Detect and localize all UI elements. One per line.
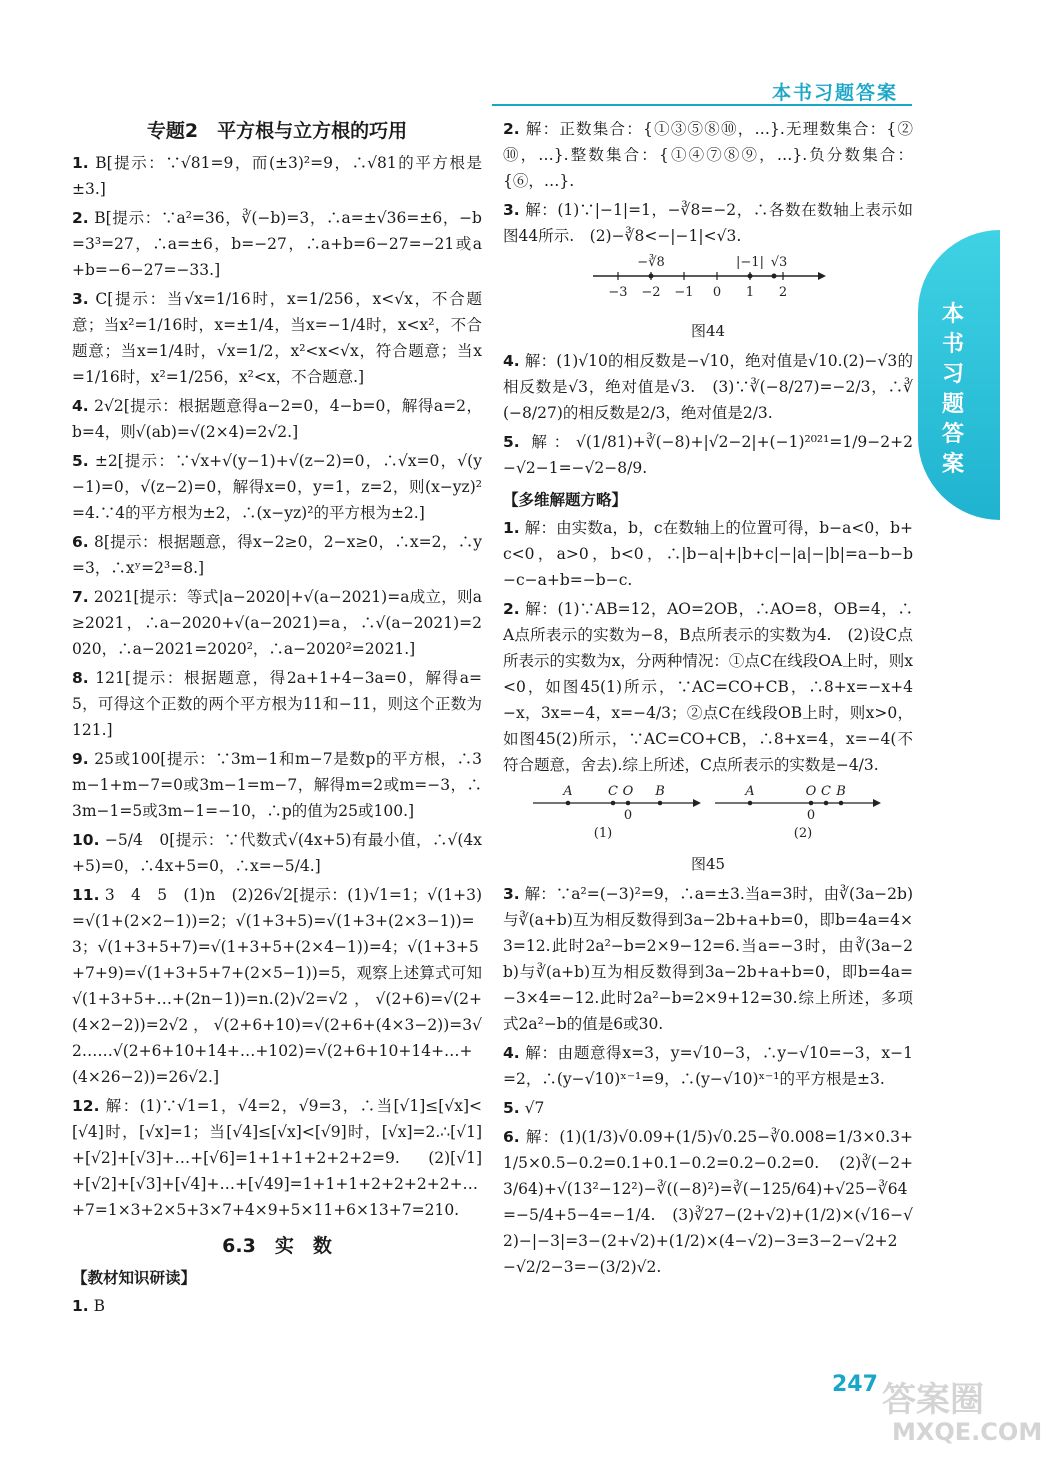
point-o	[809, 801, 814, 806]
list-item: 8. 121[提示：根据题意，得2a+1+4−3a=0，解得a=5，可得这个正数的两个平方根为11和−11，则这个正数为121.]	[72, 669, 482, 739]
list-item: 1. B[提示：∵√81=9，而(±3)²=9，∴√81的平方根是±3.]	[72, 154, 482, 198]
list-item: 1. B	[72, 1297, 106, 1315]
list-item: 2. 解：(1)∵AB=12，AO=2OB，∴AO=8，OB=4，∴A点所表示的实数为−8，B点所表示的实数为4. (2)设C点所表示的实数为x，分两种情况：①点C在线段OA上时，则x<0，如图45(1)所示，∵AC=CO+CB，∴8+x=−x+4−x，3x=−4，x=−4/3；②点C在线段OB上时，则x>0，如图45(2)所示，∵AC=CO+CB，∴8+x=4，x=−4(不符合题意，舍去).综上所述，C点所表示的实数是−4/3.	[503, 600, 913, 774]
point-b	[839, 801, 844, 806]
left-column	[72, 116, 482, 1322]
point-c	[824, 801, 829, 806]
point-label: C	[821, 784, 831, 799]
list-item: 3. 解：(1)∵|−1|=1，−∛8=−2，∴各数在数轴上表示如图44所示. (2)−∛8<−|−1|<√3.	[503, 201, 913, 245]
watermark: 答案圈	[882, 1380, 984, 1420]
list-item: 3. C[提示：当√x=1/16时，x=1/256，x<√x，不合题意；当x²=1/16时，x=±1/4，当x=−1/4时，x<x²，不合题意；当x=1/4时，√x=1/2，x²<x<√x，符合题意；当x=1/16时，x²=1/256，x²<x，不合题意.]	[72, 290, 482, 386]
side-tab-text: 本书习题答案	[941, 302, 964, 477]
tick-label: 1	[745, 285, 755, 300]
list-item: 4. 解：由题意得x=3，y=√10−3，∴y−√10=−3，x−1=2，∴(y−√10)ˣ⁻¹=9，∴(y−√10)ˣ⁻¹的平方根是±3.	[503, 1044, 913, 1088]
tick-label: −2	[641, 285, 661, 300]
figure-caption: 图44	[690, 322, 726, 340]
tick-label: 2	[778, 285, 788, 300]
zero-label: 0	[806, 808, 816, 823]
point-label: A	[745, 784, 755, 799]
point-c	[611, 801, 616, 806]
point-label: O	[622, 784, 634, 799]
point-label: C	[608, 784, 618, 799]
section-title: 专题2 平方根与立方根的巧用	[146, 120, 408, 142]
zero-label: 0	[623, 808, 633, 823]
tick-label: −1	[674, 285, 694, 300]
list-item: 5. ±2[提示：∵√x+√(y−1)+√(z−2)=0，∴√x=0，√(y−1)=0，√(z−2)=0，解得x=0，y=1，z=2，则(x−yz)²=4.∵4的平方根为±2，∴(x−yz)²的平方根为±2.]	[72, 452, 482, 522]
list-item: 2. B[提示：∵a²=36，∛(−b)=3，∴a=±√36=±6，−b=3³=27，∴a=±6，b=−27，∴a+b=6−27=−21或a+b=−6−27=−33.]	[72, 209, 482, 279]
tick-label: 0	[712, 285, 722, 300]
point-label: B	[655, 784, 665, 799]
point-a	[566, 801, 571, 806]
figure-44-number-line	[503, 254, 913, 308]
sub-caption: (1)	[593, 826, 613, 841]
list-item: 5. 解：√(1/81)+∛(−8)+|√2−2|+(−1)²⁰²¹=1/9−2+2−√2−1=−√2−8/9.	[503, 433, 913, 477]
point	[772, 274, 777, 279]
list-item: 7. 2021[提示：等式|a−2020|+√(a−2021)=a成立，则a≥2021，∴a−2020+√(a−2021)=a，∴√(a−2021)=2020，∴a−2021=2020²，∴a−2020²=2021.]	[72, 588, 482, 658]
list-item: 6. 8[提示：根据题意，得x−2≥0，2−x≥0，∴x=2，∴y=3，∴xʸ=2³=8.]	[72, 533, 482, 577]
point-label: √3	[770, 255, 788, 270]
point-o	[626, 801, 631, 806]
figure-caption: 图45	[690, 855, 726, 873]
point-b	[658, 801, 663, 806]
list-item: 1. 解：由实数a，b，c在数轴上的位置可得，b−a<0，b+c<0，a>0，b<0，∴|b−a|+|b+c|−|a|−|b|=a−b−b−c−a+b=−b−c.	[503, 519, 913, 589]
axis-arrow	[818, 272, 826, 280]
list-item: 4. 解：(1)√10的相反数是−√10，绝对值是√10.(2)−√3的相反数是√3，绝对值是√3. (3)∵∛(−8/27)=−2/3，∴∛(−8/27)的相反数是2/3，绝对值是2/3.	[503, 352, 913, 422]
list-item: 11. 3 4 5 (1)n (2)26√2[提示：(1)√1=1；√(1+3)=√(1+(2×2−1))=2；√(1+3+5)=√(1+3+(2×3−1))=3；√(1+3+5+7)=√(1+3+5+(2×4−1))=4；√(1+3+5+7+9)=√(1+3+5+7+(2×5−1))=5，观察上述算式可知√(1+3+5+…+(2n−1))=n.(2)√2=√2，√(2+6)=√(2+(4×2−2))=2√2，√(2+6+10)=√(2+6+(4×3−2))=3√2……√(2+6+10+14+…+102)=√(2+6+10+14+…+(4×26−2))=26√2.]	[72, 886, 482, 1086]
subhead: 【教材知识研读】	[72, 1269, 197, 1287]
list-item: 10. −5/4 0[提示：∵代数式√(4x+5)有最小值，∴√(4x+5)=0，∴4x+5=0，∴x=−5/4.]	[72, 831, 482, 875]
page-number: 247	[832, 1372, 878, 1397]
header-rule	[492, 104, 912, 106]
axis-arrow	[873, 799, 881, 807]
list-item: 6. 解：(1)(1/3)√0.09+(1/5)√0.25−∛0.008=1/3×0.3+1/5×0.5−0.2=0.1+0.1−0.2=0.2−0.2=0. (2)∛(−2+3/64)+√(13²−12²)−∛((−8)²)=∛(−125/64)+√25−∛64=−5/4+5−4=−1/4. (3)∛27−(2+√2)+(1/2)×(√16−√2)−|−3|=3−(2+√2)+(1/2)×(4−√2)−3=3−2−√2+2−√2/2−3=−(3/2)√2.	[503, 1128, 913, 1276]
subhead: 【多维解题方略】	[503, 491, 628, 509]
tick-label: −3	[608, 285, 628, 300]
watermark-url: MXQE.COM	[892, 1418, 1042, 1446]
list-item: 9. 25或100[提示：∵3m−1和m−7是数p的平方根，∴3m−1+m−7=0或3m−1=m−7，解得m=2或m=−3，∴3m−1=5或3m−1=−10，∴p的值为25或100.]	[72, 750, 482, 820]
figure-45-number-lines	[503, 783, 913, 841]
point	[649, 274, 654, 279]
point-a	[748, 801, 753, 806]
right-column	[503, 116, 913, 1283]
point-label: −∛8	[637, 255, 665, 270]
list-item: 3. 解：∵a²=(−3)²=9，∴a=±3.当a=3时，由∛(3a−2b)与∛(a+b)互为相反数得到3a−2b+a+b=0，即b=4a=4×3=12.此时2a²−b=2×9−12=6.当a=−3时，由∛(3a−2b)与∛(a+b)互为相反数得到3a−2b+a+b=0，即b=4a=−3×4=−12.此时2a²−b=2×9+12=30.综上所述，多项式2a²−b的值是6或30.	[503, 885, 913, 1033]
list-item: 4. 2√2[提示：根据题意得a−2=0，4−b=0，解得a=2，b=4，则√(ab)=√(2×4)=2√2.]	[72, 397, 482, 441]
point	[748, 274, 753, 279]
point-label: O	[805, 784, 817, 799]
list-item: 5. √7	[503, 1099, 545, 1117]
axis-arrow	[693, 799, 701, 807]
section-title-6-3: 6.3 实 数	[222, 1235, 332, 1257]
header-label: 本书习题答案	[772, 82, 899, 104]
point-label: B	[836, 784, 846, 799]
point-label: |−1|	[736, 255, 764, 270]
list-item: 12. 解：(1)∵√1=1，√4=2，√9=3，∴当[√1]≤[√x]<[√4]时，[√x]=1；当[√4]≤[√x]<[√9]时，[√x]=2.∴[√1]+[√2]+[√3]+…+[√6]=1+1+1+2+2+2=9. (2)[√1]+[√2]+[√3]+[√4]+…+[√49]=1+1+1+2+2+2+2+…+7=1×3+2×5+3×7+4×9+5×11+6×13+7=210.	[72, 1097, 482, 1219]
point-label: A	[563, 784, 573, 799]
list-item: 2. 解：正数集合：{①③⑤⑧⑩，…}.无理数集合：{②⑩，…}.整数集合：{①④⑦⑧⑨，…}.负分数集合：{⑥，…}.	[503, 120, 913, 190]
sub-caption: (2)	[793, 826, 813, 841]
